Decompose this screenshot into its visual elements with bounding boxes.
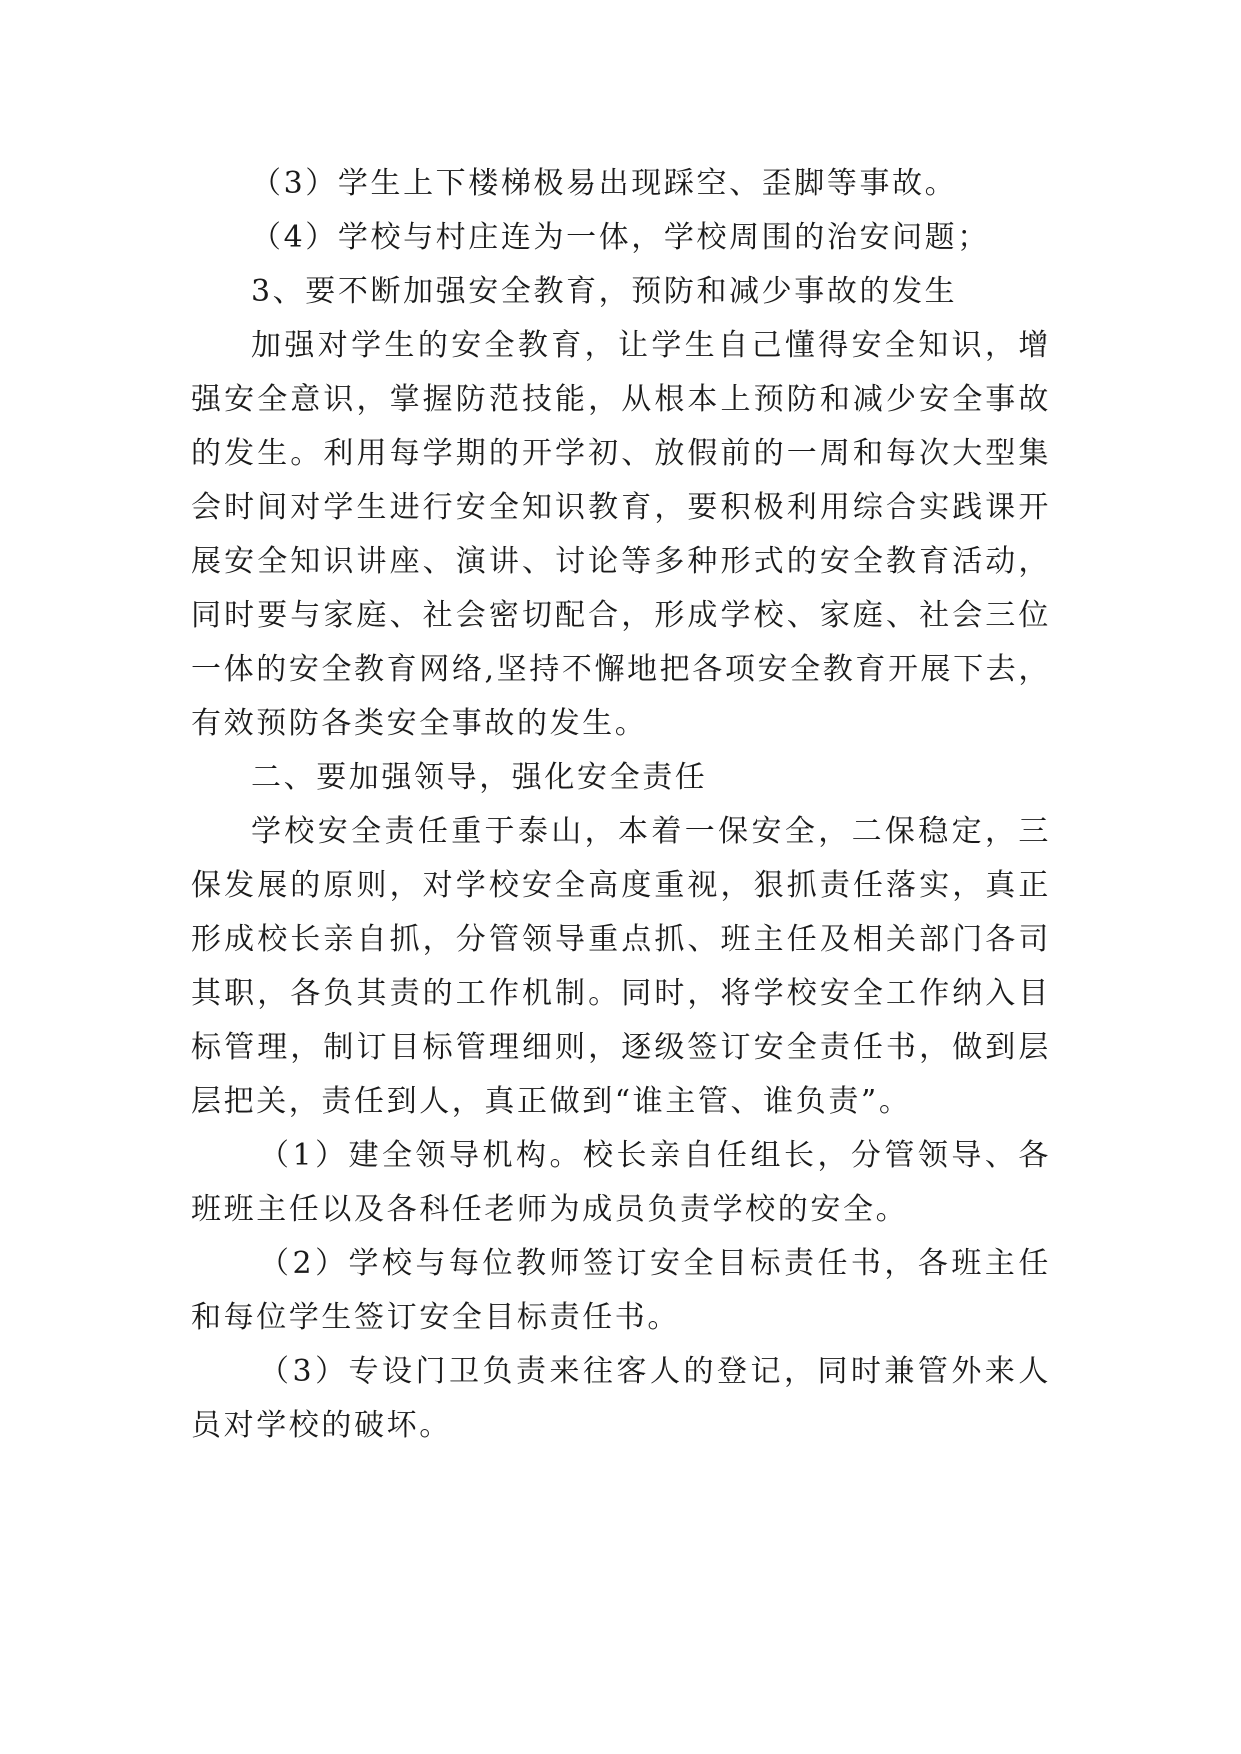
paragraph-item-3-stairs: （3）学生上下楼梯极易出现踩空、歪脚等事故。 — [251, 166, 958, 201]
paragraph-safety-education: 加强对学生的安全教育，让学生自己懂得安全知识，增强安全意识，掌握防范技能，从根本上预防和减少安全事故的发生。利用每学期的开学初、放假前的一周和每次大型集会时间对学生进行安全知识教育，要积极利用综合实践课开展安全知识讲座、演讲、讨论等多种形式的安全教育活动，同时要与家庭、社会密切配合，形成学校、家庭、社会三位一体的安全教育网络,坚持不懈地把各项安全教育开展下去，有效预防各类安全事故的发生。 — [191, 328, 1051, 741]
paragraph-responsibility: 学校安全责任重于泰山，本着一保安全，二保稳定，三保发展的原则，对学校安全高度重视，狠抓责任落实，真正形成校长亲自抓，分管领导重点抓、班主任及相关部门各司其职，各负其责的工作机制。同时，将学校安全工作纳入目标管理，制订目标管理细则，逐级签订安全责任书，做到层层把关，责任到人，真正做到“谁主管、谁负责”。 — [191, 814, 1051, 1119]
paragraph-item-2-responsibility-letter: （2）学校与每位教师签订安全目标责任书，各班主任和每位学生签订安全目标责任书。 — [191, 1246, 1051, 1335]
section-heading-3-education: 3、要不断加强安全教育，预防和减少事故的发生 — [251, 274, 958, 309]
section-heading-2-leadership: 二、要加强领导，强化安全责任 — [251, 760, 708, 795]
paragraph-item-3-gatekeeper: （3）专设门卫负责来往客人的登记，同时兼管外来人员对学校的破坏。 — [191, 1354, 1051, 1443]
paragraph-item-1-leadership-organization: （1）建全领导机构。校长亲自任组长，分管领导、各班班主任以及各科任老师为成员负责学校的安全。 — [191, 1138, 1051, 1227]
paragraph-item-4-village: （4）学校与村庄连为一体，学校周围的治安问题； — [251, 220, 990, 255]
document-body — [191, 157, 1051, 1453]
